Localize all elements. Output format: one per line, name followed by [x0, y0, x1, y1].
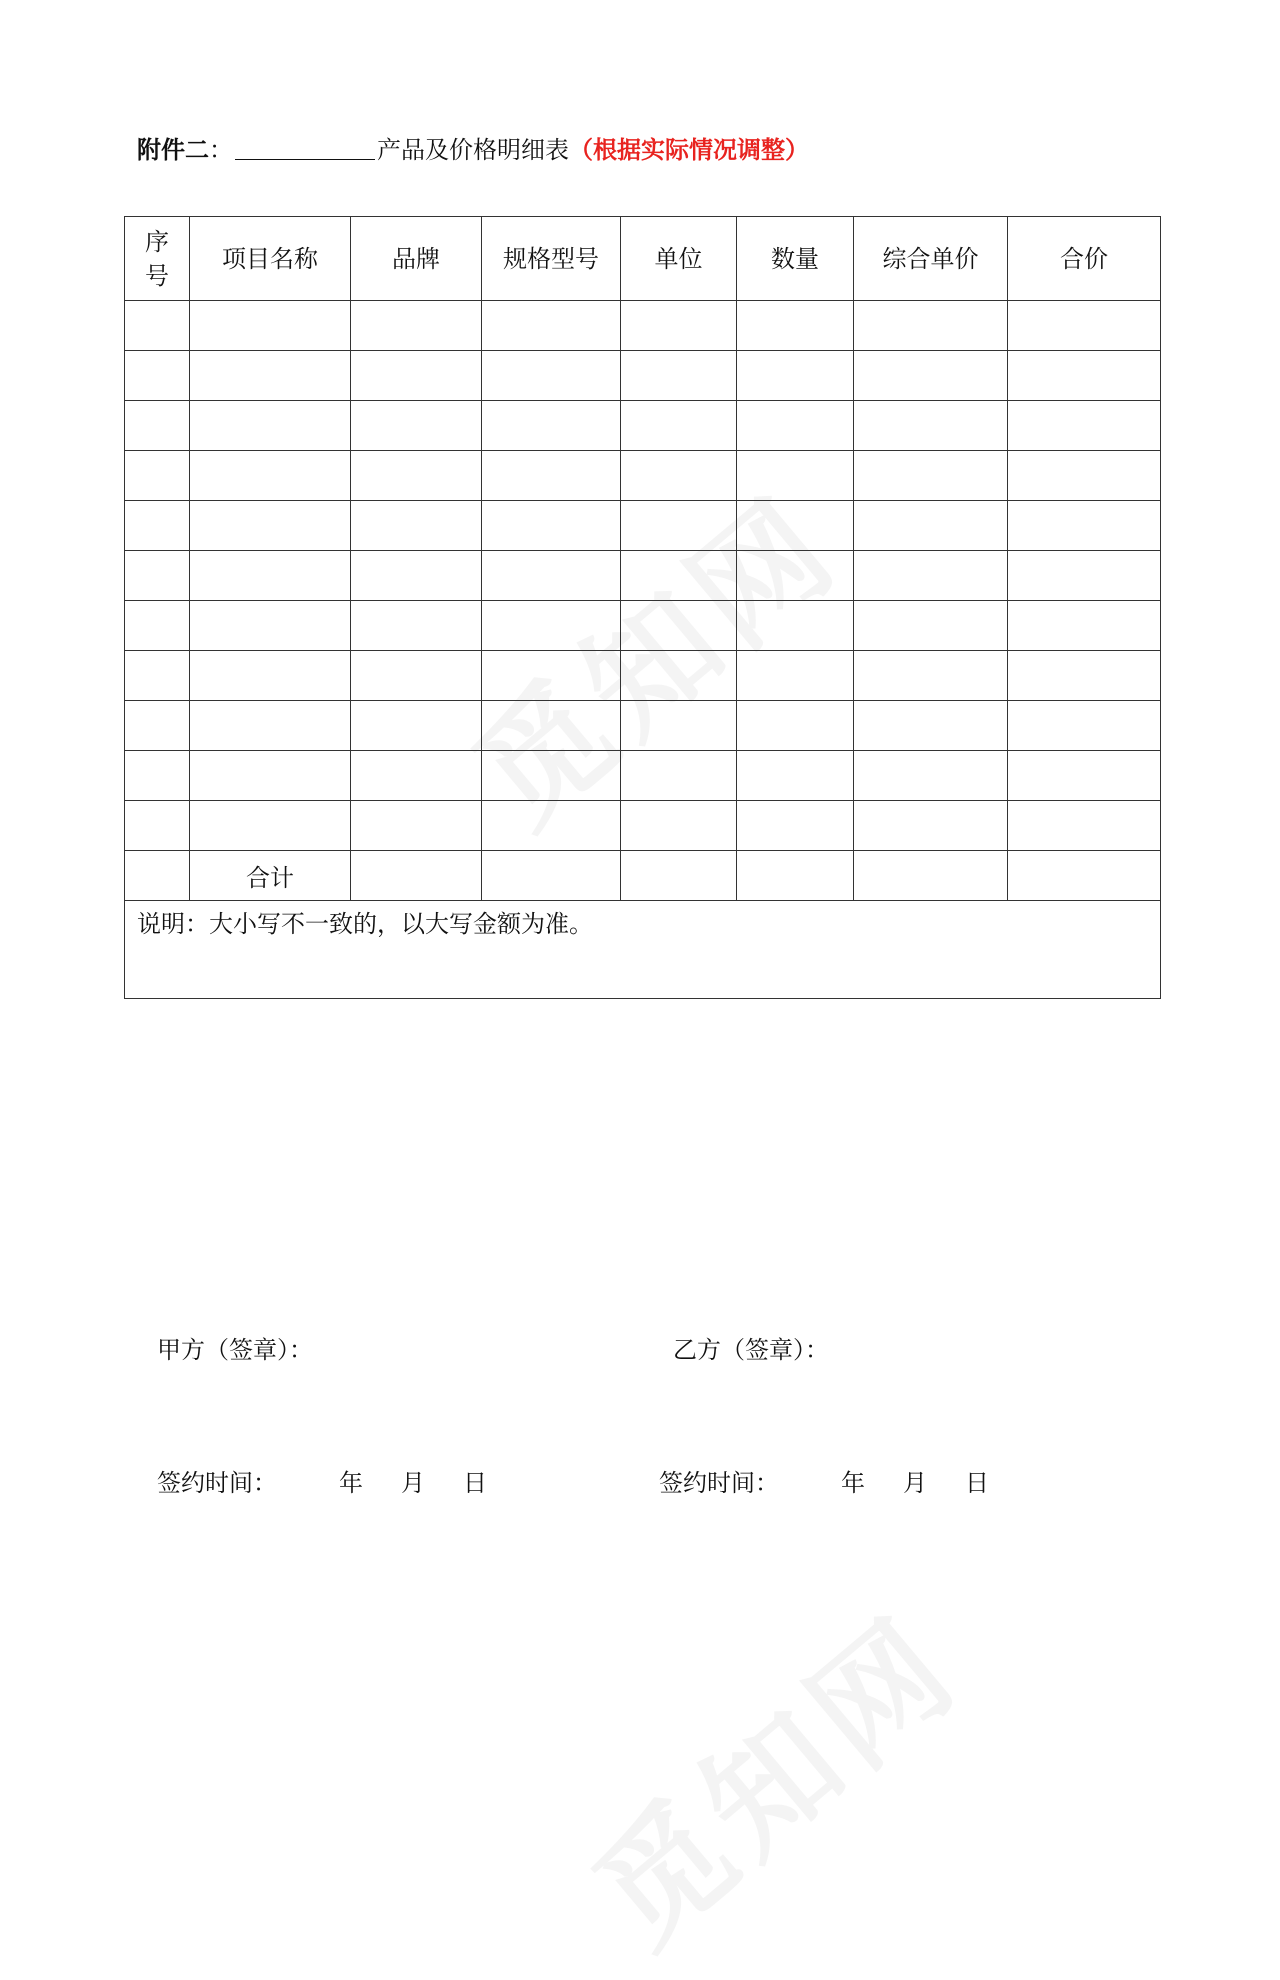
table-cell [737, 301, 854, 351]
table-row [125, 401, 1161, 451]
table-cell [482, 501, 621, 551]
table-cell [854, 601, 1008, 651]
table-cell [190, 551, 351, 601]
table-cell [351, 601, 482, 651]
table-cell [737, 651, 854, 701]
table-cell [621, 351, 737, 401]
table-cell [854, 451, 1008, 501]
table-cell [351, 501, 482, 551]
table-cell [1008, 701, 1161, 751]
table-cell [482, 601, 621, 651]
table-cell [351, 401, 482, 451]
table-cell [854, 801, 1008, 851]
table-cell [125, 601, 190, 651]
day-label: 日 [965, 1469, 989, 1497]
table-cell [621, 501, 737, 551]
sign-time-label: 签约时间： [659, 1469, 779, 1497]
table-cell [621, 551, 737, 601]
table-cell [1008, 551, 1161, 601]
party-b-sign-date [659, 1468, 989, 1498]
year-label: 年 [339, 1469, 363, 1497]
total-label: 合计 [190, 851, 351, 901]
table-cell [190, 701, 351, 751]
table-cell [351, 351, 482, 401]
table-cell [854, 551, 1008, 601]
table-cell [854, 701, 1008, 751]
table-cell [1008, 401, 1161, 451]
table-row [125, 551, 1161, 601]
header-total-price: 合价 [1008, 217, 1161, 301]
table-cell [351, 551, 482, 601]
table-cell [1008, 651, 1161, 701]
table-cell [125, 801, 190, 851]
table-cell [737, 501, 854, 551]
table-cell [737, 751, 854, 801]
table-cell [482, 651, 621, 701]
table-cell [125, 851, 190, 901]
table-cell [351, 301, 482, 351]
table-cell [190, 501, 351, 551]
table-row [125, 501, 1161, 551]
table-header-row [125, 217, 1161, 301]
note-row [125, 901, 1161, 999]
table-cell [482, 751, 621, 801]
sign-time-label: 签约时间： [157, 1469, 277, 1497]
table-cell [190, 351, 351, 401]
table-cell [737, 601, 854, 651]
table-cell [125, 701, 190, 751]
table-cell [482, 301, 621, 351]
table-cell [125, 401, 190, 451]
table-cell [482, 451, 621, 501]
header-unit-price: 综合单价 [854, 217, 1008, 301]
table-cell [1008, 501, 1161, 551]
table-cell [482, 351, 621, 401]
table-cell [351, 651, 482, 701]
table-cell [1008, 351, 1161, 401]
table-cell [351, 751, 482, 801]
table-cell [190, 751, 351, 801]
table-cell [1008, 851, 1161, 901]
table-row [125, 351, 1161, 401]
attachment-label: 附件二 [137, 135, 209, 164]
table-cell [125, 351, 190, 401]
table-cell [125, 301, 190, 351]
table-cell [125, 451, 190, 501]
table-cell [190, 401, 351, 451]
title-blank-line [235, 135, 375, 160]
table-cell [737, 401, 854, 451]
day-label: 日 [463, 1469, 487, 1497]
table-cell [125, 751, 190, 801]
table-cell [737, 351, 854, 401]
table-cell [1008, 451, 1161, 501]
table-cell [737, 551, 854, 601]
table-cell [1008, 801, 1161, 851]
table-row [125, 701, 1161, 751]
table-cell [190, 651, 351, 701]
table-cell [854, 851, 1008, 901]
table-cell [854, 301, 1008, 351]
table-cell [351, 701, 482, 751]
table-cell [737, 801, 854, 851]
table-cell [125, 651, 190, 701]
party-a-sign-date [157, 1468, 487, 1498]
header-seq: 序号 [125, 217, 190, 301]
table-cell [621, 601, 737, 651]
table-cell [482, 801, 621, 851]
table-row [125, 601, 1161, 651]
table-cell [621, 751, 737, 801]
table-cell [1008, 301, 1161, 351]
header-spec: 规格型号 [482, 217, 621, 301]
watermark-bottom: 觅知网 [567, 1588, 987, 1975]
total-row [125, 851, 1161, 901]
price-detail-table [124, 216, 1161, 999]
table-cell [351, 851, 482, 901]
table-row [125, 651, 1161, 701]
table-cell [482, 401, 621, 451]
title-text: 产品及价格明细表 [377, 136, 569, 164]
title-red-note: （根据实际情况调整） [569, 135, 809, 164]
header-quantity: 数量 [737, 217, 854, 301]
table-cell [737, 701, 854, 751]
table-cell [190, 451, 351, 501]
table-cell [737, 851, 854, 901]
header-item-name: 项目名称 [190, 217, 351, 301]
table-cell [621, 851, 737, 901]
party-b-signature: 乙方（签章）： [673, 1336, 829, 1364]
table-cell [190, 801, 351, 851]
party-a-signature: 甲方（签章）： [157, 1336, 313, 1364]
table-cell [125, 551, 190, 601]
table-cell [854, 401, 1008, 451]
year-label: 年 [841, 1469, 865, 1497]
header-unit: 单位 [621, 217, 737, 301]
table-cell [482, 551, 621, 601]
table-cell [621, 451, 737, 501]
table-cell [621, 651, 737, 701]
month-label: 月 [903, 1469, 927, 1497]
table-note: 说明：大小写不一致的，以大写金额为准。 [125, 901, 1161, 999]
table-cell [854, 751, 1008, 801]
table-cell [351, 451, 482, 501]
table-cell [621, 401, 737, 451]
table-row [125, 801, 1161, 851]
table-cell [737, 451, 854, 501]
table-row [125, 301, 1161, 351]
title-colon: ： [209, 136, 233, 164]
table-cell [190, 601, 351, 651]
page-title [137, 134, 809, 166]
table-cell [854, 651, 1008, 701]
table-row [125, 751, 1161, 801]
table-cell [482, 851, 621, 901]
table-cell [125, 501, 190, 551]
table-cell [621, 301, 737, 351]
table-cell [190, 301, 351, 351]
table-cell [351, 801, 482, 851]
table-cell [854, 351, 1008, 401]
month-label: 月 [401, 1469, 425, 1497]
table-cell [1008, 751, 1161, 801]
table-cell [854, 501, 1008, 551]
table-cell [482, 701, 621, 751]
watermark: 觅知网 [447, 468, 867, 855]
header-brand: 品牌 [351, 217, 482, 301]
table-cell [621, 701, 737, 751]
table-cell [1008, 601, 1161, 651]
table-row [125, 451, 1161, 501]
table-cell [621, 801, 737, 851]
